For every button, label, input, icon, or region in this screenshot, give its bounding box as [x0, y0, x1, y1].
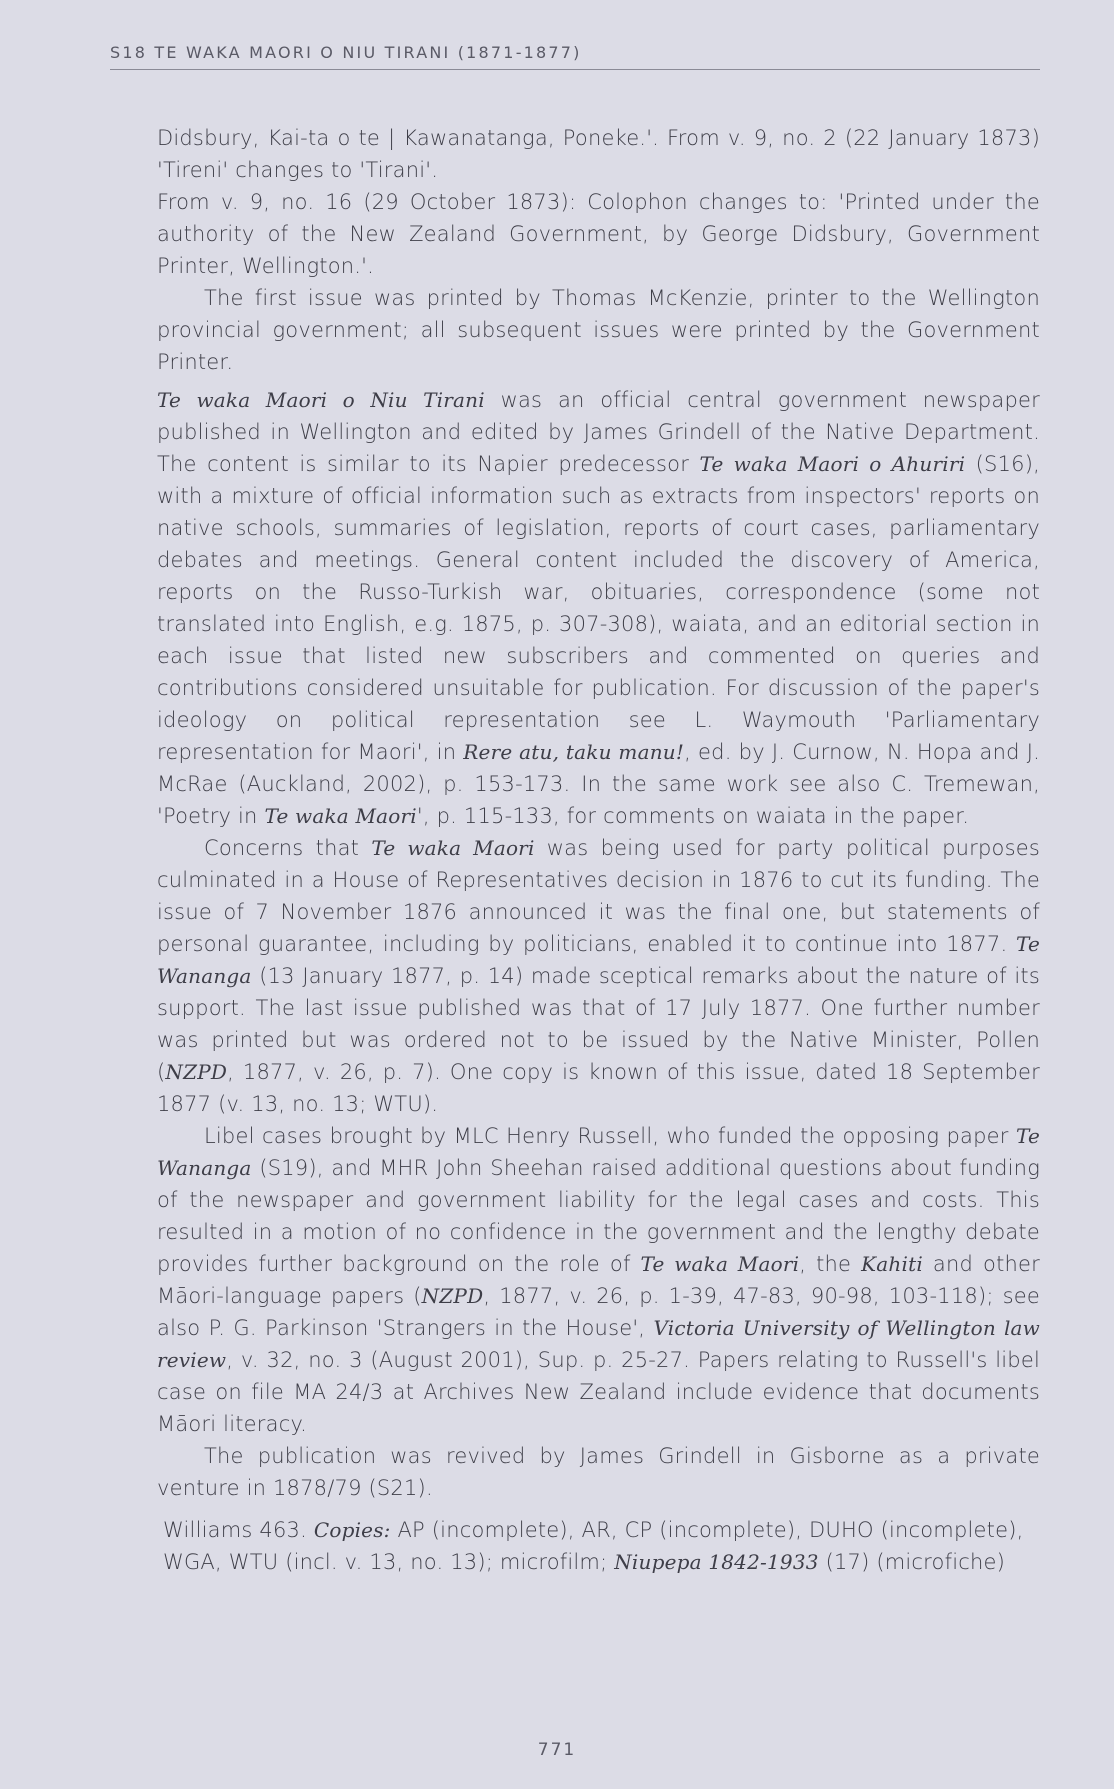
title-italic: Niupepa 1842-1933: [614, 1550, 819, 1574]
paragraph-description: Te waka Maori o Niu Tirani was an official central government newspaper published in Wellington and edited by James Grindell of the Native Department. The content is similar to its Napier predecessor Te waka Maori o Ahuriri (S16), with a mixture of official information such as extracts from inspectors' reports on native schools, summaries of legislation, reports of court cases, parliamentary debates and meetings. General content included the discovery of America, reports on the Russo-Turkish war, obituaries, correspondence (some not translated into English, e.g. 1875, p. 307-308), waiata, and an editorial section in each issue that listed new subscribers and commented on queries and contributions considered unsuitable for publication. For discussion of the paper's ideology on political representation see L. Waymouth 'Parliamentary representation for Maori', in Rere atu, taku manu!, ed. by J. Curnow, N. Hopa and J. McRae (Auckland, 2002), p. 153-173. In the same work see also C. Tremewan, 'Poetry in Te waka Maori', p. 115-133, for comments on waiata in the paper.: [157, 388, 1040, 828]
references-copies: Williams 463. Copies: AP (incomplete), AR, CP (incomplete), DUHO (incomplete), WGA, WTU (incl. v. 13, no. 13); microfilm; Niupepa 1842-1933 (17) (microfiche): [163, 1518, 1024, 1574]
title-italic: Victoria University of Wellington law review: [157, 1316, 1040, 1372]
title-italic: Rere atu, taku manu!: [463, 740, 685, 764]
title-italic: Te Wananga: [157, 932, 1040, 988]
title-italic: Te waka Maori: [640, 1252, 800, 1276]
title-italic: Te waka Maori o Niu Tirani: [157, 388, 485, 412]
page-number: 771: [537, 1740, 577, 1760]
body-text: [157, 122, 1040, 1578]
paragraph-printers: The first issue was printed by Thomas McKenzie, printer to the Wellington provincial government; all subsequent issues were printed by the Government Printer.: [157, 286, 1040, 374]
copies-label: Copies:: [313, 1518, 391, 1542]
title-italic: Kahiti: [861, 1252, 923, 1276]
title-italic: Te Wananga: [157, 1124, 1040, 1180]
paragraph-libel: Libel cases brought by MLC Henry Russell, who funded the opposing paper Te Wananga (S19), and MHR John Sheehan raised additional questions about funding of the newspaper and government liability for the legal cases and costs. This resulted in a motion of no confidence in the government and the lengthy debate provides further background on the role of Te waka Maori, the Kahiti and other Māori-language papers (NZPD, 1877, v. 26, p. 1-39, 47-83, 90-98, 103-118); see also P. G. Parkinson 'Strangers in the House', Victoria University of Wellington law review, v. 32, no. 3 (August 2001), Sup. p. 25-27. Papers relating to Russell's libel case on file MA 24/3 at Archives New Zealand include evidence that documents Māori literacy.: [157, 1124, 1040, 1436]
title-italic: Te waka Maori o Ahuriri: [699, 452, 966, 476]
running-head: S18 TE WAKA MAORI O NIU TIRANI (1871-1877): [110, 43, 1040, 70]
title-italic: Te waka Maori: [371, 836, 535, 860]
paragraph-colophon-change: From v. 9, no. 16 (29 October 1873): Colophon changes to: 'Printed under the authority of the New Zealand Government, by George Didsbury, Government Printer, Wellington.'.: [157, 190, 1040, 278]
paragraph-revival: The publication was revived by James Grindell in Gisborne as a private venture in 1878/79 (S21).: [157, 1444, 1040, 1500]
paragraph-funding: Concerns that Te waka Maori was being used for party political purposes culminated in a House of Representatives decision in 1876 to cut its funding. The issue of 7 November 1876 announced it was the final one, but statements of personal guarantee, including by politicians, enabled it to continue into 1877. Te Wananga (13 January 1877, p. 14) made sceptical remarks about the nature of its support. The last issue published was that of 17 July 1877. One further number was printed but was ordered not to be issued by the Native Minister, Pollen (NZPD, 1877, v. 26, p. 7). One copy is known of this issue, dated 18 September 1877 (v. 13, no. 13; WTU).: [157, 836, 1040, 1116]
title-italic: NZPD: [421, 1284, 484, 1308]
title-italic: Te waka Maori: [264, 804, 417, 828]
title-italic: NZPD: [165, 1060, 228, 1084]
paragraph-colophon: Didsbury, Kai-ta o te | Kawanatanga, Poneke.'. From v. 9, no. 2 (22 January 1873) 'Tireni' changes to 'Tirani'.: [157, 126, 1040, 182]
